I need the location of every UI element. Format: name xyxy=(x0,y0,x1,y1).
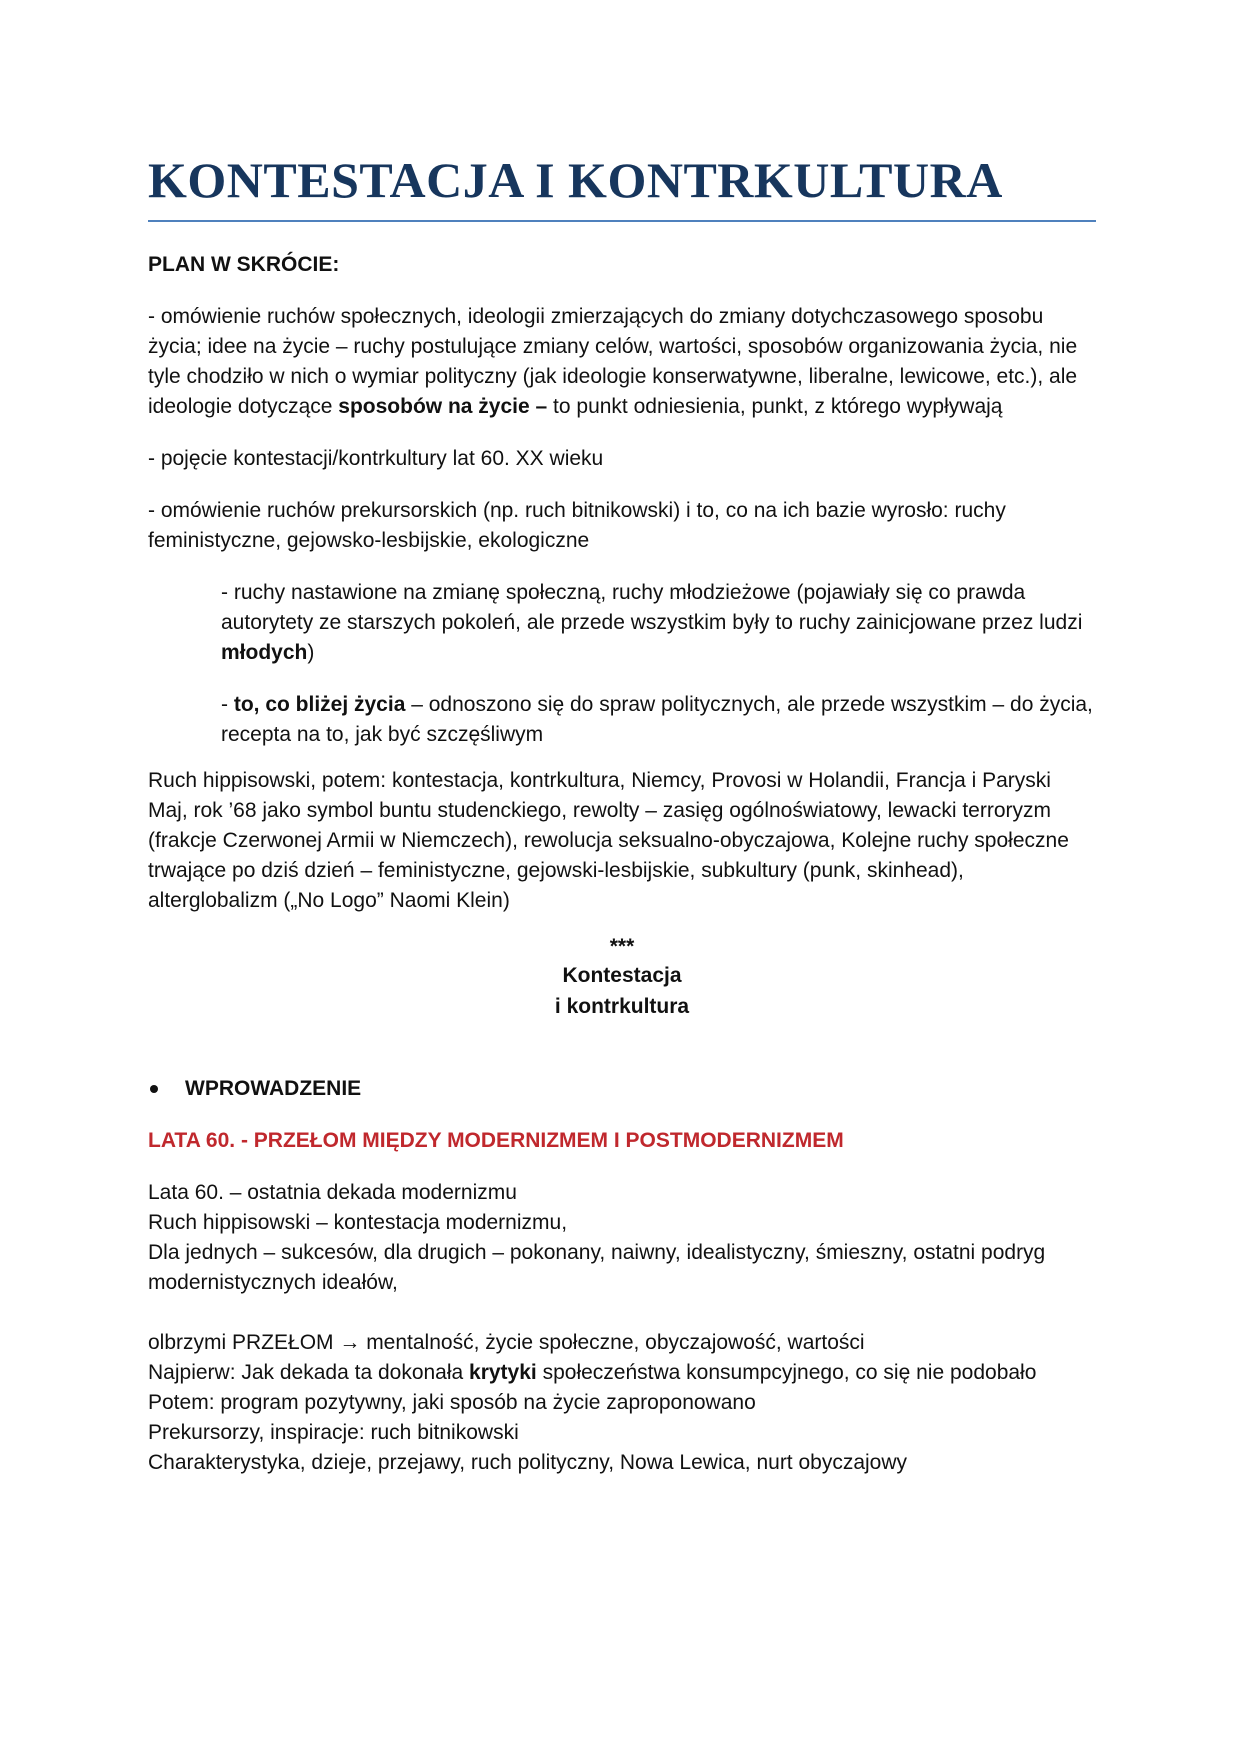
intro-line-2: Ruch hippisowski – kontestacja modernizmu, xyxy=(148,1211,568,1234)
intro-bold-text: krytyki xyxy=(469,1361,537,1384)
red-section-heading: LATA 60. - PRZEŁOM MIĘDZY MODERNIZMEM I POSTMODERNIZMEM xyxy=(148,1129,844,1152)
plan-paragraph-1 xyxy=(148,302,1096,422)
intro-text: Najpierw: Jak dekada ta dokonała xyxy=(148,1361,470,1384)
plan-text: - xyxy=(221,693,234,716)
plan-text: – odnoszono się do spraw politycznych, ale przede wszystkim – do życia, recepta na to, jak być szczęśliwym xyxy=(221,693,1093,746)
subtitle-line-1: Kontestacja xyxy=(562,964,682,987)
intro-line-1: Lata 60. – ostatnia dekada modernizmu xyxy=(148,1181,517,1204)
plan-text: to punkt odniesienia, punkt, z którego wypływają xyxy=(547,395,1003,418)
intro-block xyxy=(148,1178,1096,1478)
section-bullet-label: WPROWADZENIE xyxy=(185,1077,362,1100)
plan-paragraph-2: - pojęcie kontestacji/kontrkultury lat 60. XX wieku xyxy=(148,447,604,470)
intro-text: społeczeństwa konsumpcyjnego, co się nie podobało Potem: program pozytywny, jaki sposób na życie zaproponowano xyxy=(148,1361,1037,1414)
title-underline xyxy=(148,220,1096,222)
intro-line-5 xyxy=(148,1358,1096,1418)
subtitle-line-2: i kontrkultura xyxy=(554,995,690,1018)
bullet-dot-icon xyxy=(150,1085,158,1093)
intro-line-7: Charakterystyka, dzieje, przejawy, ruch polityczny, Nowa Lewica, nurt obyczajowy xyxy=(148,1451,908,1474)
plan-bold-text: młodych xyxy=(221,641,308,664)
plan-text: ) xyxy=(307,641,315,664)
intro-line-3: Dla jednych – sukcesów, dla drugich – pokonany, naiwny, idealistyczny, śmieszny, ostatni podryg modernistycznych ideałów, xyxy=(148,1241,1046,1294)
plan-paragraph-5 xyxy=(221,690,1096,750)
plan-text: - omówienie ruchów społecznych, ideologii zmierzających do zmiany dotychczasowego sposobu życia; idee na życie – ruchy postulujące zmiany celów, wartości, sposobów organizowania życia, nie tyle chodziło w nich o wymiar polityczny (jak ideologie konserwatywne, liberalne, lewicowe, etc.), ale ideologie dotyczące xyxy=(148,305,1078,418)
separator: *** xyxy=(609,935,635,958)
plan-paragraph-6: Ruch hippisowski, potem: kontestacja, kontrkultura, Niemcy, Provosi w Holandii, Francja i Paryski Maj, rok ’68 jako symbol buntu studenckiego, rewolty – zasięg ogólnoświatowy, lewacki terroryzm (frakcje Czerwonej Armii w Niemczech), rewolucja seksualno-obyczajowa, Kolejne ruchy społeczne trwające po dziś dzień – feministyczne, gejowski-lesbijskie, subkultury (punk, skinhead), alterglobalizm („No Logo” Naomi Klein) xyxy=(148,769,1069,912)
document-title: KONTESTACJA I KONTRKULTURA xyxy=(148,152,1003,208)
document-page xyxy=(148,150,1096,1478)
plan-paragraph-3: - omówienie ruchów prekursorskich (np. ruch bitnikowski) i to, co na ich bazie wyrosło: ruchy feministyczne, gejowsko-lesbijskie, ekologiczne xyxy=(148,499,1006,552)
intro-line-4: olbrzymi PRZEŁOM → mentalność, życie społeczne, obyczajowość, wartości xyxy=(148,1331,865,1354)
intro-line-6: Prekursorzy, inspiracje: ruch bitnikowski xyxy=(148,1421,519,1444)
plan-paragraph-4 xyxy=(221,578,1096,668)
plan-bold-text: to, co bliżej życia xyxy=(233,693,406,716)
section-bullet xyxy=(148,1074,1096,1104)
plan-bold-text: sposobów na życie – xyxy=(338,395,548,418)
plan-text: - ruchy nastawione na zmianę społeczną, ruchy młodzieżowe (pojawiały się co prawda autorytety ze starszych pokoleń, ale przede wszystkim były to ruchy zainicjowane przez ludzi xyxy=(221,581,1083,634)
plan-heading: PLAN W SKRÓCIE: xyxy=(148,253,340,276)
